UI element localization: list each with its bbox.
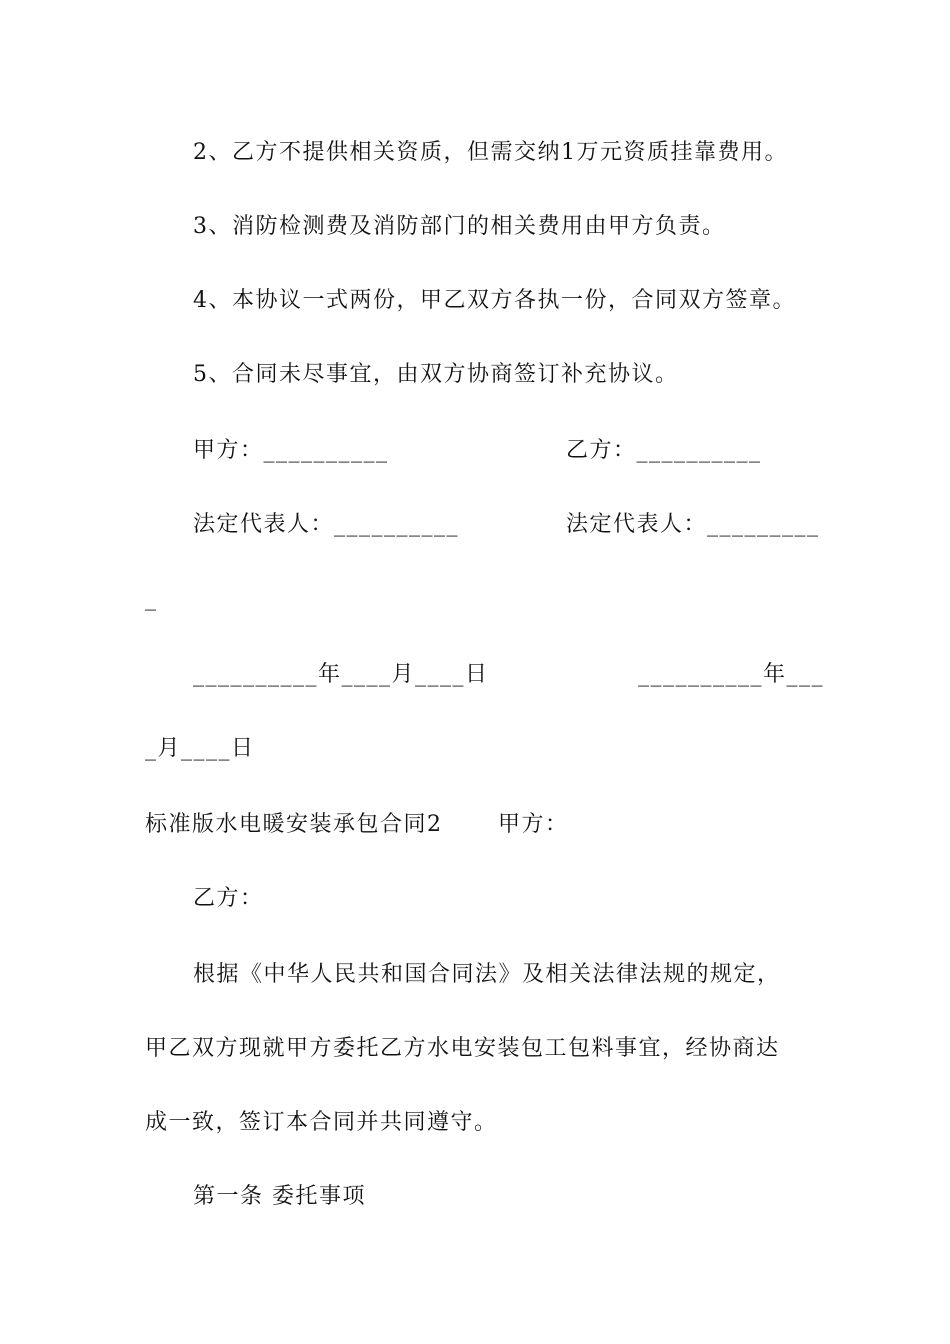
intro-line-1: 根据《中华人民共和国合同法》及相关法律法规的规定， [193, 962, 781, 987]
legal-rep-a: 法定代表人：__________ [193, 512, 460, 537]
contract2-heading: 标准版水电暖安装承包合同2 [145, 812, 443, 837]
article-1-title: 第一条 委托事项 [193, 1184, 366, 1209]
intro-line-2: 甲乙双方现就甲方委托乙方水电安装包工包料事宜，经协商达 [145, 1036, 780, 1061]
clause-5: 5、合同未尽事宜，由双方协商签订补充协议。 [193, 362, 679, 387]
signature-party-a: 甲方：__________ [193, 438, 389, 463]
date-a: __________年____月____日 [193, 662, 489, 687]
date-b: __________年___ [638, 662, 825, 687]
clause-4: 4、本协议一式两份，甲乙双方各执一份，合同双方签章。 [193, 288, 796, 313]
date-b-wrap: _月____日 [145, 736, 255, 761]
clause-2: 2、乙方不提供相关资质，但需交纳1万元资质挂靠费用。 [193, 140, 788, 165]
legal-rep-b: 法定代表人：_________ [566, 512, 820, 537]
clause-3: 3、消防检测费及消防部门的相关费用由甲方负责。 [193, 214, 726, 239]
contract2-party-a: 甲方： [498, 812, 569, 837]
legal-rep-b-wrap: _ [145, 586, 158, 611]
intro-line-3: 成一致，签订本合同并共同遵守。 [145, 1110, 498, 1135]
signature-party-b: 乙方：__________ [566, 438, 762, 463]
contract2-party-b: 乙方： [193, 886, 264, 911]
